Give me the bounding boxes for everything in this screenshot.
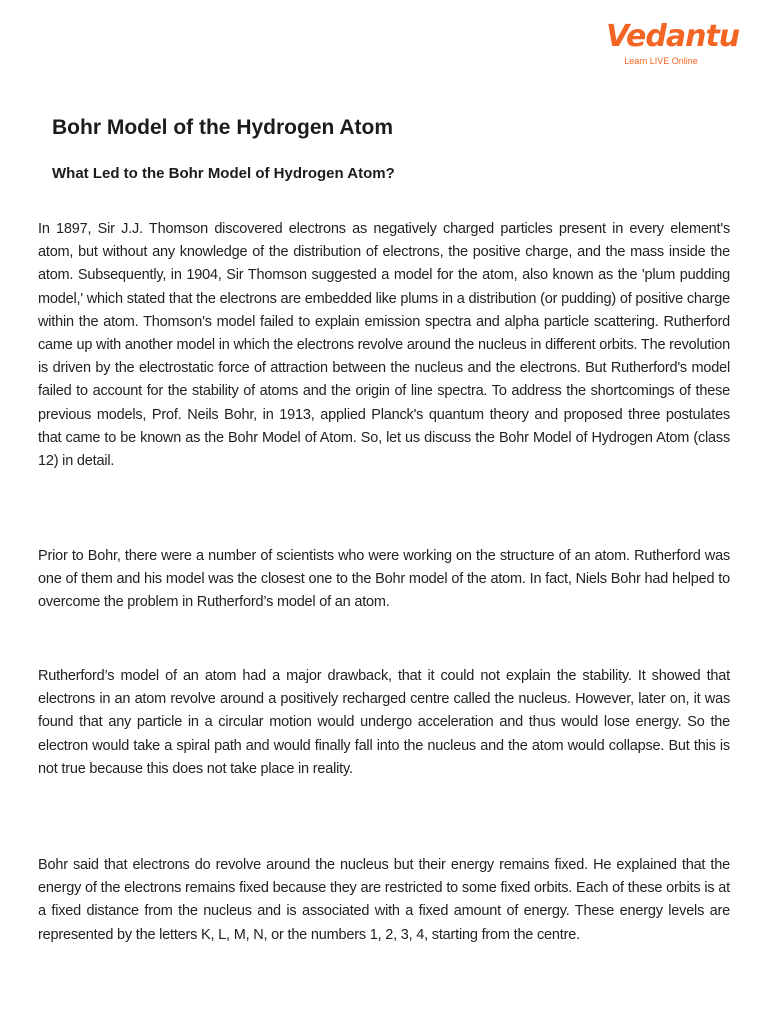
brand-logo	[606, 19, 740, 67]
logo-wordmark: Vedantu	[606, 19, 740, 54]
logo-tagline: Learn LIVE Online	[624, 56, 698, 66]
section-subtitle: What Led to the Bohr Model of Hydrogen Atom?	[52, 165, 395, 182]
paragraph-rutherford-drawback: Rutherford’s model of an atom had a major drawback, that it could not explain the stability. It showed that electrons in an atom revolve around a positively recharged centre called the nucleus. However, later on, it was found that any particle in a circular motion would undergo acceleration and thus would lose energy. So the electron would take a spiral path and would finally fall into the nucleus and the atom would collapse. But this is not true because this does not take place in reality.	[38, 668, 730, 777]
page-title: Bohr Model of the Hydrogen Atom	[52, 116, 394, 139]
paragraph-prior-to-bohr: Prior to Bohr, there were a number of scientists who were working on the structure of an atom. Rutherford was one of them and his model was the closest one to the Bohr model of the atom. In fact, Niels Bohr had helped to overcome the problem in Rutherford’s model of an atom.	[38, 548, 730, 611]
paragraph-bohr-fixed-orbits: Bohr said that electrons do revolve around the nucleus but their energy remains fixed. He explained that the energy of the electrons remains fixed because they are restricted to some fixed orbits. Each of these orbits is at a fixed distance from the nucleus and is associated with a fixed amount of energy. These energy levels are represented by the letters K, L, M, N, or the numbers 1, 2, 3, 4, starting from the centre.	[38, 857, 730, 943]
paragraph-thomson-history: In 1897, Sir J.J. Thomson discovered electrons as negatively charged particles present in every element's atom, but without any knowledge of the distribution of electrons, the positive charge, and the mass inside the atom. Subsequently, in 1904, Sir Thomson suggested a model for the atom, also known as the 'plum pudding model,' which stated that the electrons are embedded like plums in a distribution (or pudding) of positive charge within the atom. Thomson's model failed to explain emission spectra and alpha particle scattering. Rutherford came up with another model in which the electrons revolve around the nucleus in different orbits. The revolution is driven by the electrostatic force of attraction between the nucleus and the electrons. But Rutherford's model failed to account for the stability of atoms and the origin of line spectra. To address the shortcomings of these previous models, Prof. Neils Bohr, in 1913, applied Planck's quantum theory and proposed three postulates that came to be known as the Bohr Model of Atom. So, let us discuss the Bohr Model of Hydrogen Atom (class 12) in detail.	[38, 221, 731, 470]
